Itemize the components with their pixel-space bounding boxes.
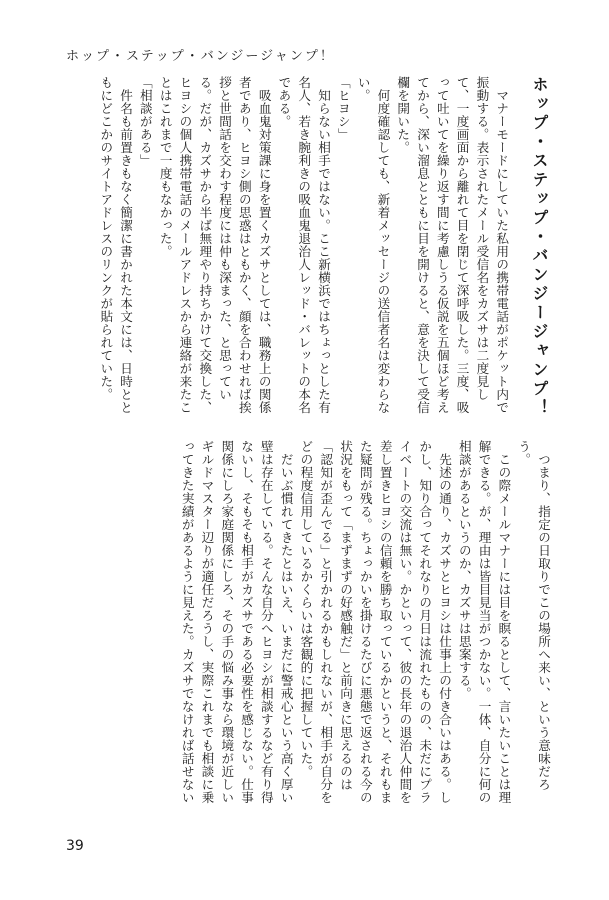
paragraph: この際メールマナーには目を瞑るとして、言いたいことは理解できる。が、理由は皆目見当がつかない。一体、自分に何の相談があるというのか、カズサは思案する。: [456, 440, 512, 804]
paragraph: マナーモードにしていた私用の携帯電話がポケット内で振動する。表示されたメール受信名をカズサは二度見して、一度画面から離れて目を閉じて深呼吸した。三度、吸って吐いてを繰り返す間に考慮しうる仮説を五個ほど考えてから、深い溜息とともに目を開けると、意を決して受信欄を開いた。: [395, 76, 510, 414]
paragraph: 吸血鬼対策課に身を置くカズサとしては、職務上の関係者であり、ヒヨシ側の思惑はともかく、顔を合わせれば挨拶と世間話を交わす程度には仲も深まった、と思っている。だが、カズサから半ば無理やり持ちかけて交換した、ヒヨシの個人携帯電話のメールアドレスから連絡が来たことはこれまで一度もなかった。: [157, 76, 272, 414]
quoted-line: 「相談がある」: [137, 76, 153, 167]
paragraph: つまり、指定の日取りでこの場所へ来い、という意味だろう。: [516, 440, 551, 791]
lower-text-block: [153, 440, 553, 810]
chapter-title: ホップ・ステップ・バンジージャンプ！: [530, 76, 549, 418]
page-number: 39: [66, 838, 84, 854]
upper-text-block: [63, 76, 553, 426]
paragraph: 先述の通り、カズサとヒヨシは仕事上の付き合いはある。しかし、知り合ってそれなりの月日は流れたものの、未だにプライベートの交流は無い。かといって、彼の長年の退治人仲間を差し置きヒヨシの信頼を勝ち取っているかというと、それもまた疑問が残る。ちょっかいを掛けるたびに悪態で返される今の状況をもって「まずまずの好感触だ」と前向きに思えるのは「認知が歪んでる」と引かれるかもしれないが、相手が自分をどの程度信用しているかくらいは客観的に把握していた。: [298, 440, 453, 804]
paragraph: 件名も前置きもなく簡潔に書かれた本文には、日時とともにどこかのサイトアドレスのリンクが貼られていた。: [98, 76, 134, 414]
quoted-line: 「ヒヨシ」: [335, 76, 351, 141]
running-header: ホップ・ステップ・バンジージャンプ！: [66, 49, 335, 64]
paragraph: だいぶ慣れてきたとはいえ、いまだに警戒心という高く厚い壁は存在している。そんな自分へヒヨシが相談するなど有り得ないし、そもそも相手がカズサである必要性を感じない。仕事関係にしろ家庭関係にしろ、その手の悩み事なら環境が近しいギルドマスター辺りが適任だろうし、実際これまでも相談に乗ってきた実績があるように見えた。カズサでなければ話せない: [179, 440, 294, 804]
paragraph: 知らない相手ではない。ここ新横浜ではちょっとした有名人、若き腕利きの吸血鬼退治人レッド・バレットの本名である。: [276, 76, 332, 414]
paragraph: 何度確認しても、新着メッセージの送信者名は変わらない。: [355, 76, 391, 414]
